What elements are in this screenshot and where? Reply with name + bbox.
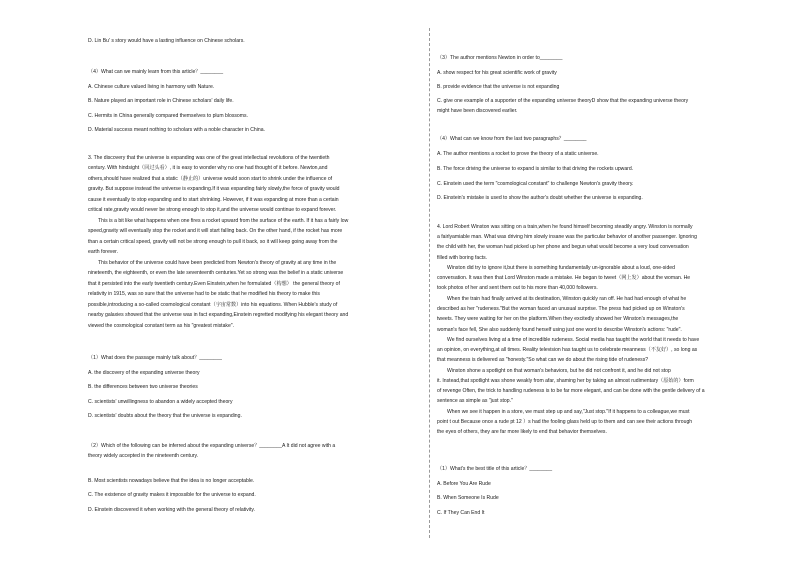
passage-4-line: We find ourselves living at a time of incredible rudeness. Social media has taught the world that it needs to have	[447, 337, 700, 343]
option-d: D. Einstein's mistake is used to show the author's doubt whether the universe is expanding.	[437, 195, 643, 201]
passage-3-line: cause it eventually to stop expanding and to start shrinking. However, if it was expanding at more than a certain	[88, 197, 339, 203]
option-d: D. Einstein discovered it when working with the general theory of relativity.	[88, 507, 255, 513]
option-c: C. The existence of gravity makes it impossible for the universe to expand.	[88, 492, 256, 498]
passage-4-line: woman's face fell, She also suddenly found herself using just one word to describe Winston's actions: "rude".	[437, 327, 682, 333]
passage-3-line: gravity. But suppose instead the universe is expanding.If it was expanding fairly slowly,the force of gravity would	[88, 186, 340, 192]
passage-3-line: nineteenth, the eighteenth, or even the late seventeenth centuries.Yet so strong was the belief in a static universe	[88, 270, 344, 276]
option-b: B. The force driving the universe to expand is similar to that driving the rockets upward.	[437, 166, 634, 172]
option-c-cont: might have been discovered earlier.	[437, 108, 518, 114]
passage-3-line: speed,gravity will eventually stop the rocket and it will start falling back. On the other hand, if the rocket has more	[88, 228, 343, 234]
passage-4-line: 4. Lord Robert Winston was sitting on a train,when he found himself becoming steadily angry. Winston is normally	[437, 224, 693, 230]
question-1: （1）What does the passage mainly talk about？________	[88, 355, 222, 361]
option-b: B. Most scientists nowadays believe that the idea is no longer acceptable.	[88, 478, 255, 484]
option-b: B. the differences between two universe theories	[88, 384, 198, 390]
passage-4-line: tweets. They were waiting for her on the platform.When they excitedly showed her Winston's messages,the	[437, 316, 679, 322]
option-d: D. scientists' doubts about the theory that the universe is expanding.	[88, 413, 242, 419]
passage-3-line: that it persisted into the early twentieth century.Even Einstein,when he formulated（构想） the general theory of	[88, 281, 340, 287]
passage-3-line: century. With hindsight（回过头看）, it is easy to wonder why no one had thought of it before. Newton,and	[88, 165, 328, 171]
question-2-cont: theory widely accepted in the nineteenth century.	[88, 453, 199, 459]
passage-4-line: the child with her, the woman had picked up her phone and begun what would become a very loud conversation	[437, 244, 689, 250]
passage-4-line: sentence as simple as "just stop."	[437, 398, 513, 404]
passage-4-line: that meanness is delivered as "honesty."So what can we do about the rising tide of rudeness?	[437, 357, 649, 363]
passage-4-line: an opinion, on everything,at all times. Reality television has taught us to celebrate meanness（不友好）, so long as	[437, 347, 698, 353]
passage-4-line: took photos of her and sent them out to his more than 40,000 followers.	[437, 285, 598, 291]
option-d: D. Material success meant nothing to scholars with a noble character in China.	[88, 127, 265, 133]
passage-3-line: viewed the cosmological constant term as his "greatest mistake".	[88, 323, 235, 329]
passage-3-line: 3. The discovery that the universe is expanding was one of the great intellectual revolutions of the twentieth	[88, 155, 330, 161]
passage-4-line: it. Instead,that spotlight was shone weakly from afar, shaming her by taking an almost rudimentary（原始的）form	[437, 378, 694, 384]
passage-4-line: a fairlyamiable man. What was driving him slowly insane was the particular behavior of another passenger. Ignoring	[437, 234, 697, 240]
option-c: C. give one example of a supporter of the expanding universe theoryD show that the expanding universe theory	[437, 98, 689, 104]
passage-4-line: of revenge Often, the trick to handling rudeness is to be far more elegant, and can be done with the gentle delivery of a	[437, 388, 705, 394]
passage-4-line: described as her "rudeness."But the woman faced an unusual surprise. The press had picked up on Winston's	[437, 306, 685, 312]
question-4: （4）What can we mainly learn from this article？________	[88, 69, 224, 75]
column-divider	[429, 28, 430, 538]
option-c: C. Einstein used the term "cosmological constant" to challenge Newton's gravity theory.	[437, 181, 634, 187]
option-b: B. Nature played an important role in Chinese scholars' daily life.	[88, 98, 234, 104]
passage-3-line: critical rate,gravity would never be strong enough to stop it,and the universe would continue to expand forever.	[88, 207, 337, 213]
passage-4-line: the eyes of others, they are far more likely to end that behavior themselves.	[437, 429, 607, 435]
option-b: B. When Someone Is Rude	[437, 495, 499, 501]
passage-4-line: conversation. It was then that Lord Winston made a mistake. He began to tweet（网上发）about the woman. He	[437, 275, 691, 281]
passage-3-line: than a certain critical speed, gravity will not be strong enough to pull it back, so it will keep going away from the	[88, 239, 338, 245]
passage-3-line: others,should have realized that a static（静止的）universe would soon start to shrink under the influence of	[88, 176, 333, 182]
question-2: （2）Which of the following can be inferred about the expanding universe？________A It did not agree with a	[88, 443, 336, 449]
passage-4-line: point t out Because once a rude pt 12 ）s had the fooling glass held up to them and can see their actions through	[437, 419, 693, 425]
question-3: （3）The author mentions Newton in order to________	[437, 55, 563, 61]
passage-3-line: possible,introducing a so-called cosmological constant（宇宙常数）into his equations. When Hubble's study of	[88, 302, 338, 308]
passage-4-line: Winston did try to ignore it,but there is something fundamentally un-ignorable about a loud, one-sided	[447, 265, 675, 271]
passage-4-line: filled with boring facts.	[437, 255, 488, 261]
passage-4-line: When we see it happen in a store, we must step up and say,"Just stop."If it happens to a colleague,we must	[447, 409, 690, 415]
option-a: A. The author mentions a rocket to prove the theory of a static universe.	[437, 151, 599, 157]
option-c: C. Hermits in China generally compared themselves to plum blossoms.	[88, 113, 248, 119]
passage-3-line: nearby galaxies showed that the universe was in fact expanding,Einstein regretted modifying his elegant theory and	[88, 312, 349, 318]
question-1: （1）What's the best title of this article？________	[437, 466, 553, 472]
passage-3-line: This behavior of the universe could have been predicted from Newton's theory of gravity at any time in the	[98, 260, 337, 266]
passage-3-line: This is a bit like what happens when one fires a rocket upward from the surface of the earth. If it has a fairly low	[98, 218, 349, 224]
option-a: A. the discovery of the expanding universe theory	[88, 370, 200, 376]
option-d-lin-bu: D. Lin Bu' s story would have a lasting influence on Chinese scholars.	[88, 38, 245, 44]
option-c: C. If They Can End It	[437, 510, 485, 516]
passage-3-line: relativity in 1915, was so sure that the universe had to be static that he modified his theory to make this	[88, 291, 320, 297]
option-a: A. Before You Are Rude	[437, 481, 491, 487]
passage-3-line: earth forever.	[88, 249, 119, 255]
option-a: A. show respect for his great scientific work of gravity	[437, 70, 557, 76]
question-4: （4）What can we know from the last two paragraphs？________	[437, 136, 587, 142]
option-b: B. provide evidence that the universe is not expanding	[437, 84, 560, 90]
passage-4-line: When the train had finally arrived at its destination, Winston quickly ran off. He had had enough of what he	[447, 296, 687, 302]
option-c: C. scientists' unwillingness to abandon a widely accepted theory	[88, 399, 233, 405]
option-a: A. Chinese culture valued living in harmony with Nature.	[88, 84, 215, 90]
passage-4-line: Winston shone a spotlight on that woman's behaviors, but he did not confront it, and he did not stop	[447, 368, 671, 374]
